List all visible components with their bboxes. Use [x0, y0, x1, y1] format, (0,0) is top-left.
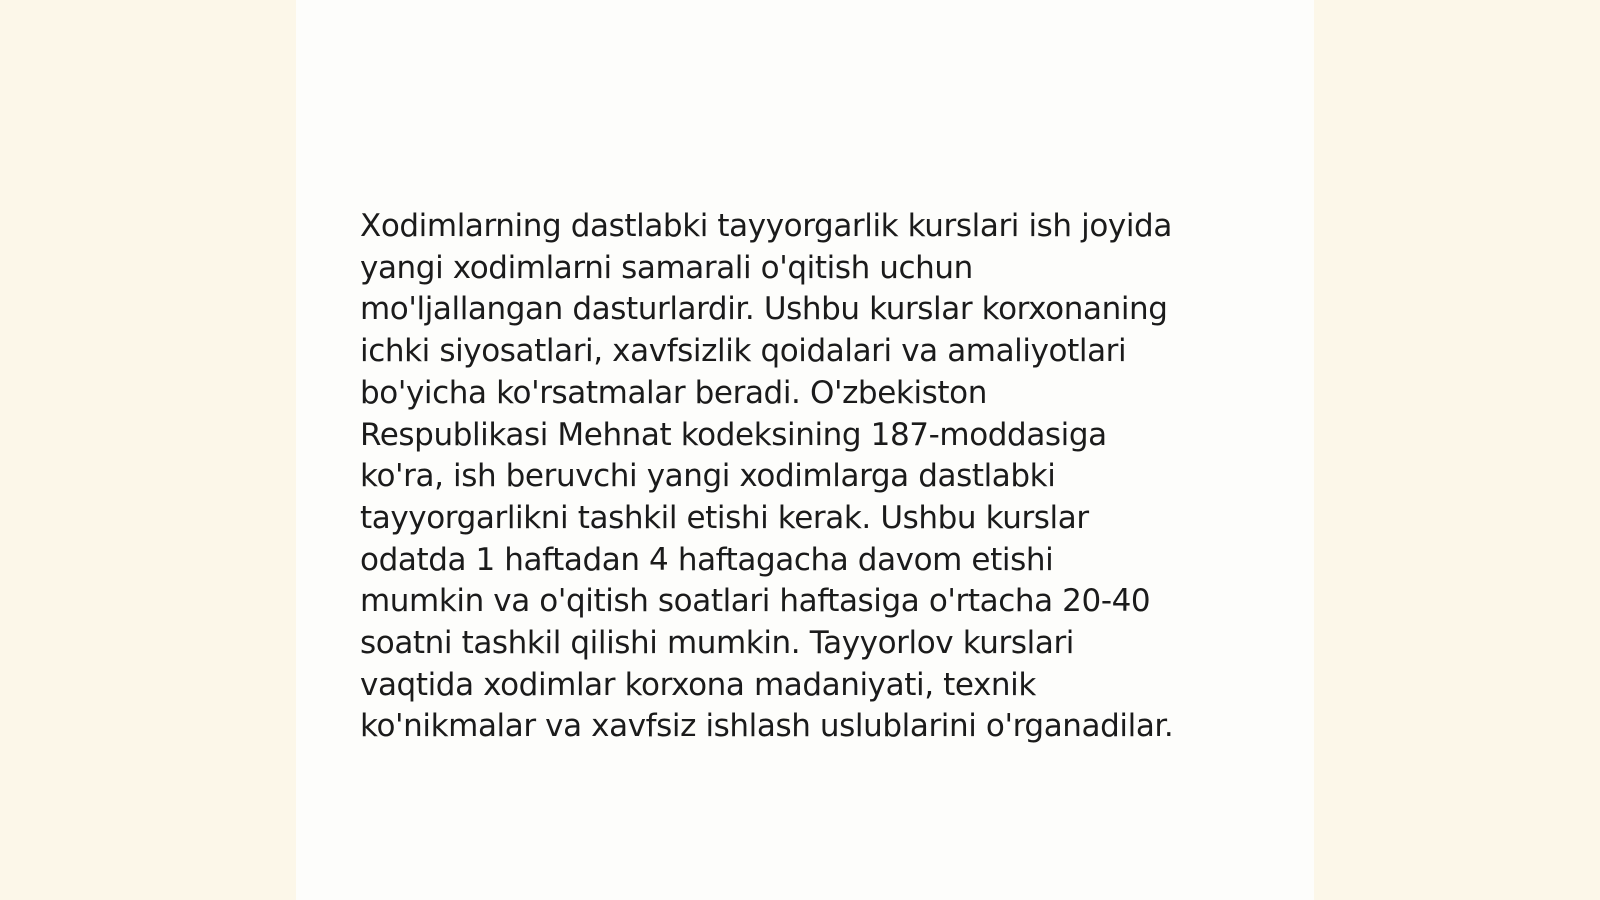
paragraph-line: mo'ljallangan dasturlardir. Ushbu kurslar korxonaning	[360, 291, 1168, 328]
right-margin	[1314, 0, 1600, 900]
paragraph-line: ichki siyosatlari, xavfsizlik qoidalari va amaliyotlari	[360, 333, 1127, 370]
paragraph-line: odatda 1 haftadan 4 haftagacha davom etishi	[360, 541, 1054, 578]
paragraph-line: mumkin va o'qitish soatlari haftasiga o'rtacha 20-40	[360, 583, 1151, 620]
paragraph-line: yangi xodimlarni samarali o'qitish uchun	[360, 249, 973, 286]
paragraph-line: Respublikasi Mehnat kodeksining 187-moddasiga	[360, 416, 1107, 453]
paragraph-line: ko'ra, ish beruvchi yangi xodimlarga dastlabki	[360, 458, 1056, 495]
paragraph-line: soatni tashkil qilishi mumkin. Tayyorlov kurslari	[360, 625, 1075, 662]
paragraph-line: tayyorgarlikni tashkil etishi kerak. Ushbu kurslar	[360, 499, 1089, 536]
paragraph-line: ko'nikmalar va xavfsiz ishlash uslublarini o'rganadilar.	[360, 708, 1174, 745]
document-sheet	[296, 0, 1314, 900]
paragraph-line: vaqtida xodimlar korxona madaniyati, texnik	[360, 666, 1036, 703]
left-margin	[0, 0, 296, 900]
paragraph-line: Xodimlarning dastlabki tayyorgarlik kurslari ish joyida	[360, 208, 1172, 244]
paragraph-line: bo'yicha ko'rsatmalar beradi. O'zbekiston	[360, 374, 987, 411]
body-paragraph	[360, 206, 1260, 748]
